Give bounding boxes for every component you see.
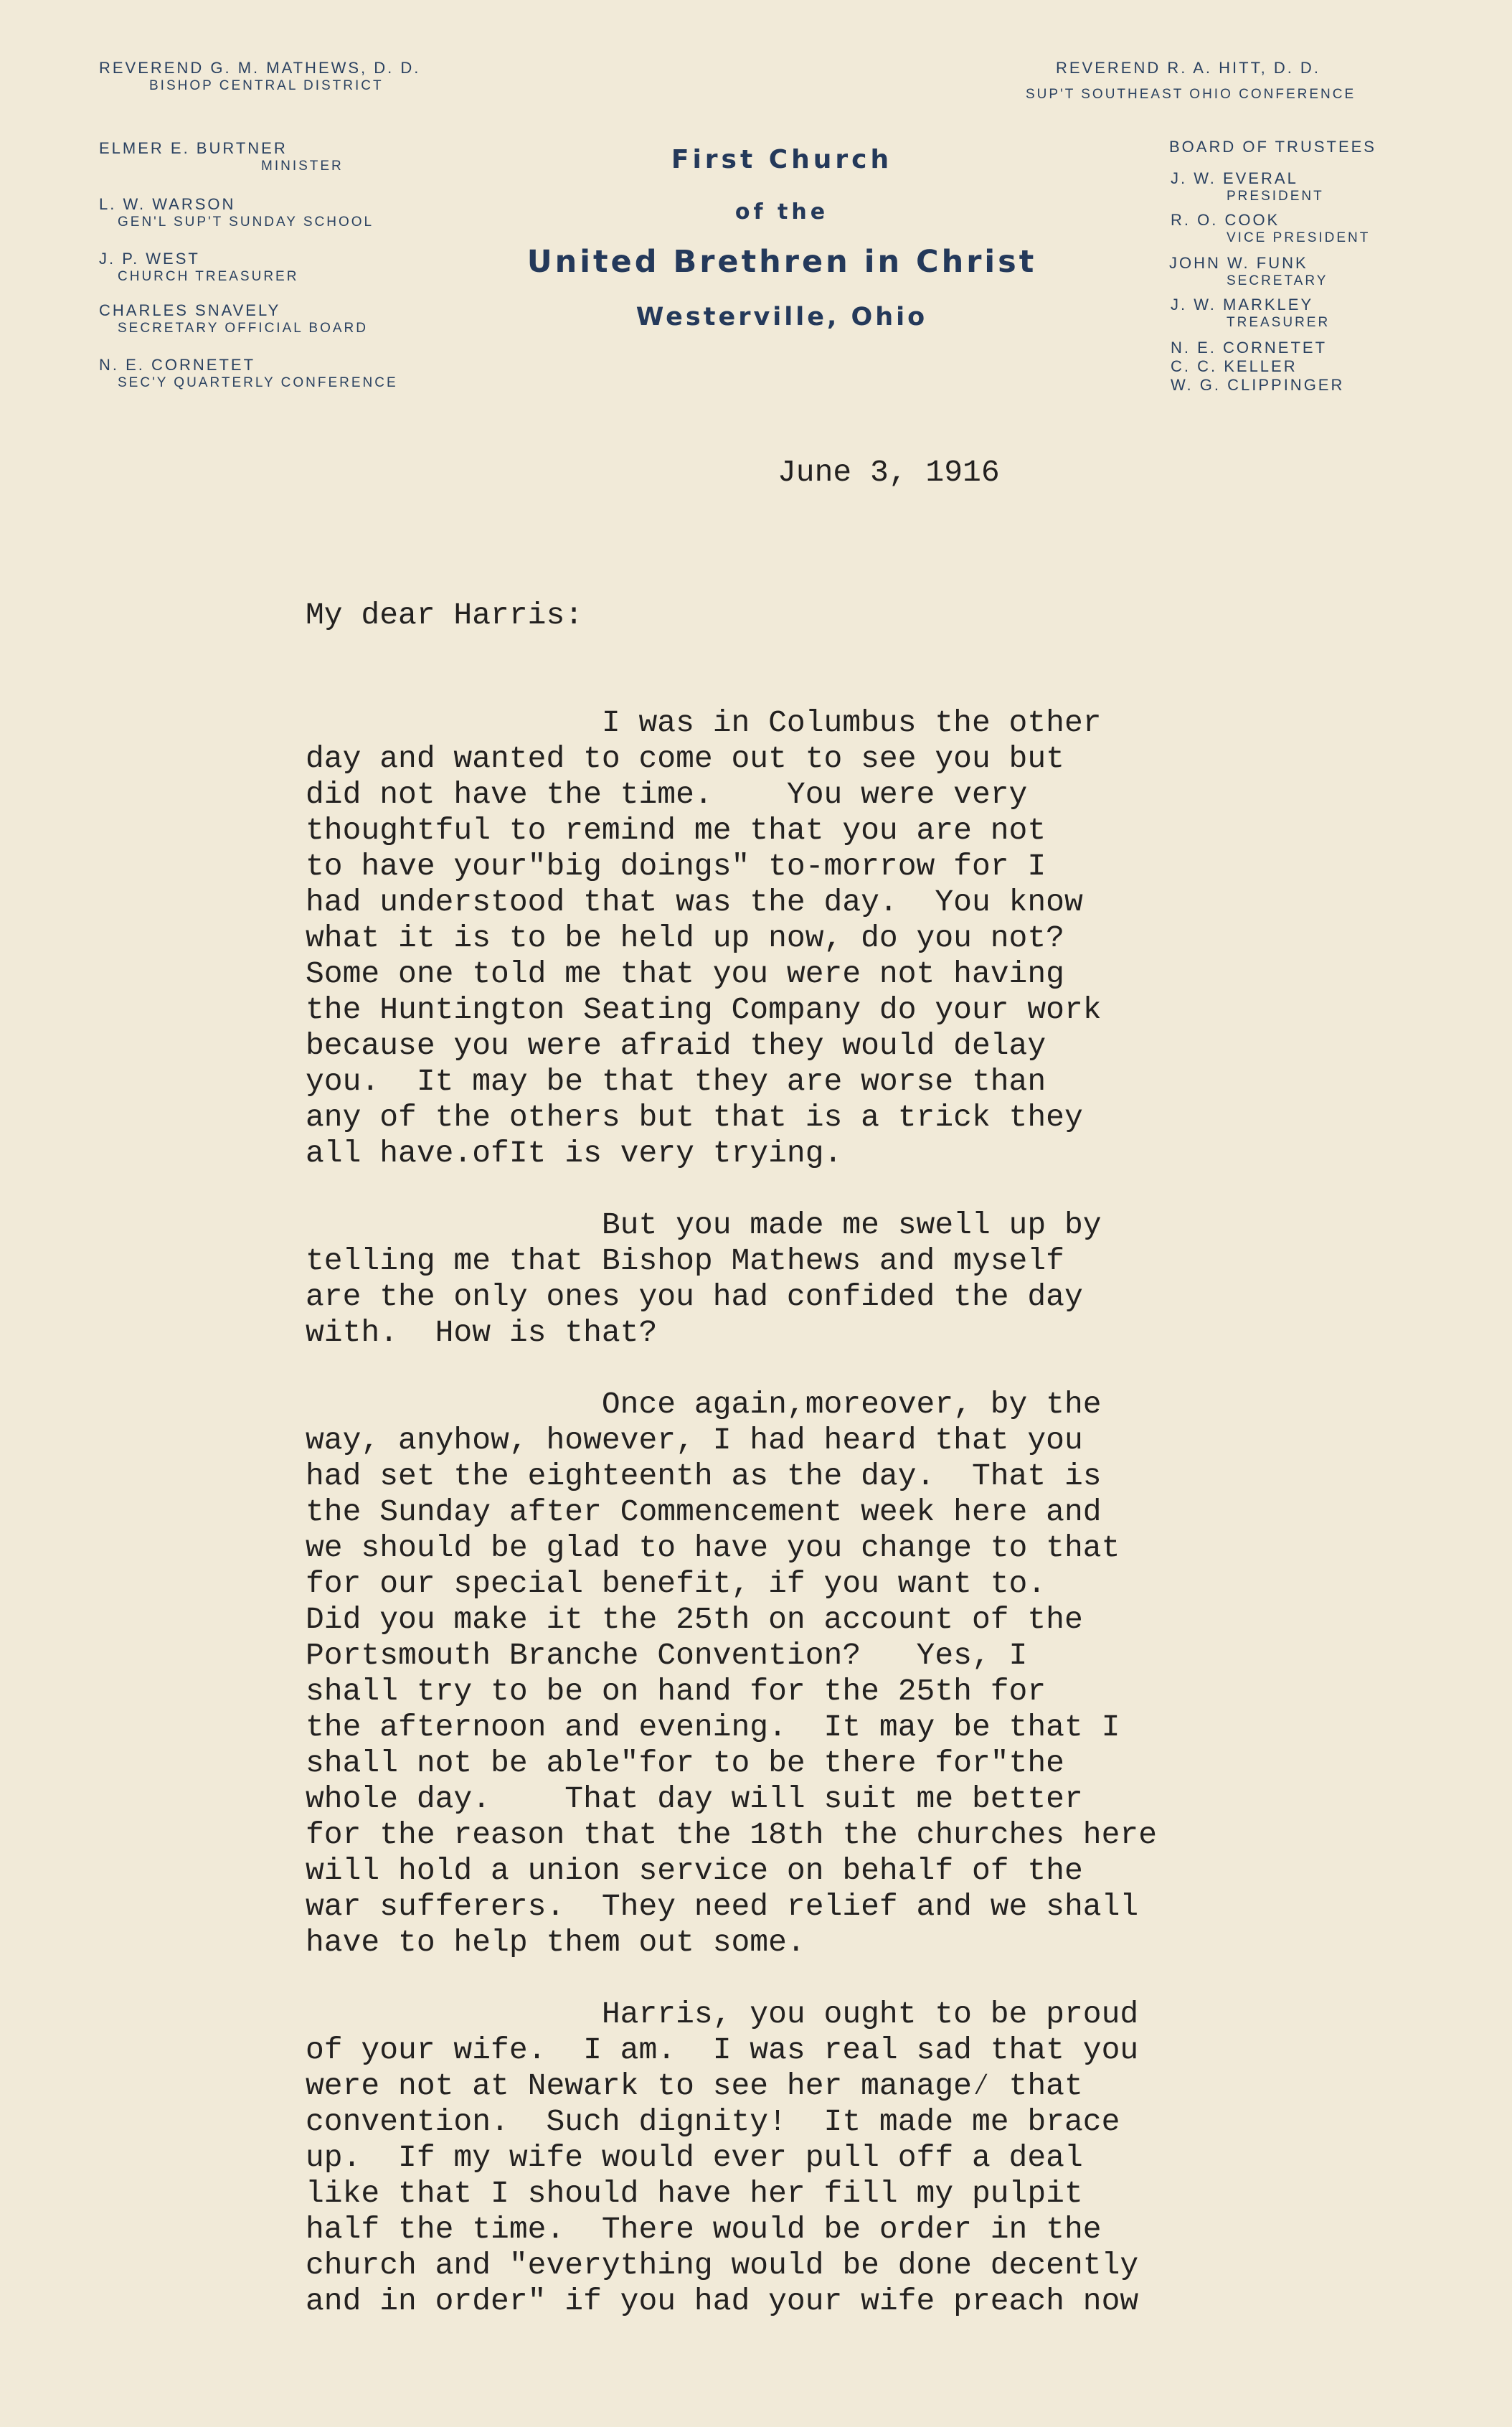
letter-line: Harris, you ought to be proud bbox=[306, 1997, 1139, 2032]
letter-line: all have.ofIt is very trying. bbox=[306, 1136, 843, 1171]
church-title-line-3: United Brethren in Christ bbox=[526, 244, 1037, 280]
trustee-entry bbox=[1169, 376, 1344, 395]
letterhead-entry bbox=[1026, 86, 1356, 103]
salutation: My dear Harris: bbox=[306, 598, 584, 633]
letterhead-entry bbox=[99, 139, 344, 175]
trustee-entry bbox=[1169, 254, 1328, 290]
trustee-role: PRESIDENT bbox=[1227, 189, 1324, 204]
letter-line: thoughtful to remind me that you are not bbox=[306, 813, 1046, 848]
trustee-entry bbox=[1169, 339, 1327, 357]
letter-date: June 3, 1916 bbox=[778, 455, 1000, 490]
letter-line: I was in Columbus the other bbox=[306, 705, 1102, 740]
letter-line: the Sunday after Commencement week here and bbox=[306, 1494, 1102, 1530]
trustee-name: J. W. EVERAL bbox=[1171, 169, 1298, 187]
letter-line: are the only ones you had confided the day bbox=[306, 1279, 1083, 1314]
letter-line: have to help them out some. bbox=[306, 1925, 805, 1960]
letter-line: for our special benefit, if you want to. bbox=[306, 1566, 1046, 1601]
letter-line: you. It may be that they are worse than bbox=[306, 1064, 1046, 1099]
officer-role: GEN'L SUP'T SUNDAY SCHOOL bbox=[118, 215, 374, 230]
trustees-heading-entry bbox=[1169, 138, 1376, 156]
letter-line: convention. Such dignity! It made me brace bbox=[306, 2104, 1120, 2139]
officer-name: REVEREND G. M. MATHEWS, D. D. bbox=[99, 59, 421, 77]
letterhead-entry bbox=[99, 301, 368, 337]
letter-line: the Huntington Seating Company do your work bbox=[306, 992, 1102, 1027]
letter-line: we should be glad to have you change to that bbox=[306, 1530, 1120, 1565]
letter-line: But you made me swell up by bbox=[306, 1207, 1102, 1243]
officer-role: CHURCH TREASURER bbox=[118, 269, 299, 284]
officer-role: BISHOP CENTRAL DISTRICT bbox=[149, 78, 384, 93]
letterhead-entry bbox=[99, 195, 374, 231]
letter-line: whole day. That day will suit me better bbox=[306, 1781, 1083, 1816]
letter-line: with. How is that? bbox=[306, 1315, 658, 1350]
officer-name: CHARLES SNAVELY bbox=[99, 301, 281, 319]
letter-line: were not at Newark to see her manage⁄ that bbox=[306, 2068, 1083, 2103]
officer-role: SECRETARY OFFICIAL BOARD bbox=[118, 321, 368, 336]
letter-line: to have your"big doings" to-morrow for I bbox=[306, 849, 1046, 884]
letter-line: war sufferers. They need relief and we shall bbox=[306, 1889, 1139, 1924]
trustee-name: W. G. CLIPPINGER bbox=[1171, 376, 1345, 394]
letter-line: like that I should have her fill my pulpit bbox=[306, 2176, 1083, 2211]
trustee-name: N. E. CORNETET bbox=[1171, 339, 1328, 357]
letter-line: the afternoon and evening. It may be that I bbox=[306, 1710, 1120, 1745]
trustees-heading: BOARD OF TRUSTEES bbox=[1169, 138, 1376, 156]
letter-line: up. If my wife would ever pull off a deal bbox=[306, 2140, 1083, 2175]
letterhead-entry bbox=[99, 59, 420, 95]
letterhead-entry bbox=[99, 250, 298, 286]
letter-line: way, anyhow, however, I had heard that you bbox=[306, 1423, 1083, 1458]
church-location: Westerville, Ohio bbox=[635, 303, 928, 331]
trustee-entry bbox=[1169, 211, 1370, 247]
letter-paragraph bbox=[306, 1997, 1157, 2319]
letter-line: Portsmouth Branche Convention? Yes, I bbox=[306, 1638, 1028, 1673]
letter-line: day and wanted to come out to see you but bbox=[306, 741, 1064, 776]
letter-line: telling me that Bishop Mathews and myself bbox=[306, 1243, 1064, 1278]
letter-line: Some one told me that you were not having bbox=[306, 956, 1064, 991]
officer-role: SUP'T SOUTHEAST OHIO CONFERENCE bbox=[1026, 87, 1356, 102]
letter-line: did not have the time. You were very bbox=[306, 777, 1028, 812]
trustee-entry bbox=[1169, 296, 1330, 331]
letter-paragraph bbox=[306, 1387, 1157, 1961]
church-title-line-1: First Church bbox=[671, 145, 893, 174]
letter-line: of your wife. I am. I was real sad that you bbox=[306, 2032, 1139, 2068]
trustee-entry bbox=[1169, 169, 1324, 205]
letter-line: because you were afraid they would delay bbox=[306, 1028, 1046, 1063]
letterhead-entry bbox=[1056, 59, 1320, 77]
letter-line: for the reason that the 18th the churches here bbox=[306, 1817, 1157, 1852]
letter-line: will hold a union service on behalf of the bbox=[306, 1853, 1083, 1888]
trustee-name: J. W. MARKLEY bbox=[1171, 296, 1314, 314]
letter-line: shall not be able"for to be there for"the bbox=[306, 1745, 1064, 1781]
letter-line: Did you make it the 25th on account of the bbox=[306, 1602, 1083, 1637]
church-title-line-2: of the bbox=[734, 199, 829, 225]
officer-name: REVEREND R. A. HITT, D. D. bbox=[1056, 59, 1320, 77]
letter-line: and in order" if you had your wife preach now bbox=[306, 2284, 1139, 2319]
letter-paragraphs bbox=[306, 705, 1157, 2319]
letter-line: had set the eighteenth as the day. That is bbox=[306, 1458, 1102, 1494]
officer-name: ELMER E. BURTNER bbox=[99, 139, 288, 157]
officer-name: J. P. WEST bbox=[99, 250, 200, 268]
letter-line: any of the others but that is a trick they bbox=[306, 1100, 1083, 1135]
officer-name: L. W. WARSON bbox=[99, 195, 236, 213]
trustee-name: R. O. COOK bbox=[1171, 211, 1280, 229]
letter-body bbox=[306, 526, 1157, 2427]
letter-line: what it is to be held up now, do you not? bbox=[306, 920, 1064, 956]
officer-role: MINISTER bbox=[261, 159, 344, 174]
officer-name: N. E. CORNETET bbox=[99, 356, 256, 374]
letter-paragraph bbox=[306, 705, 1157, 1172]
trustee-role: TREASURER bbox=[1227, 315, 1331, 330]
trustee-name: JOHN W. FUNK bbox=[1169, 254, 1308, 272]
letter-line: shall try to be on hand for the 25th for bbox=[306, 1674, 1046, 1709]
officer-role: SEC'Y QUARTERLY CONFERENCE bbox=[118, 375, 398, 390]
trustee-role: VICE PRESIDENT bbox=[1227, 230, 1371, 245]
letter-paragraph bbox=[306, 1207, 1157, 1351]
letter-line: had understood that was the day. You know bbox=[306, 885, 1083, 920]
trustee-name: C. C. KELLER bbox=[1171, 357, 1298, 375]
letterhead-entry bbox=[99, 356, 398, 392]
trustee-role: SECRETARY bbox=[1227, 273, 1328, 288]
trustee-entry bbox=[1169, 357, 1298, 376]
letter-line: Once again,moreover, by the bbox=[306, 1387, 1102, 1422]
letter-line: half the time. There would be order in the bbox=[306, 2212, 1102, 2247]
letter-line: church and "everything would be done decently bbox=[306, 2248, 1139, 2283]
